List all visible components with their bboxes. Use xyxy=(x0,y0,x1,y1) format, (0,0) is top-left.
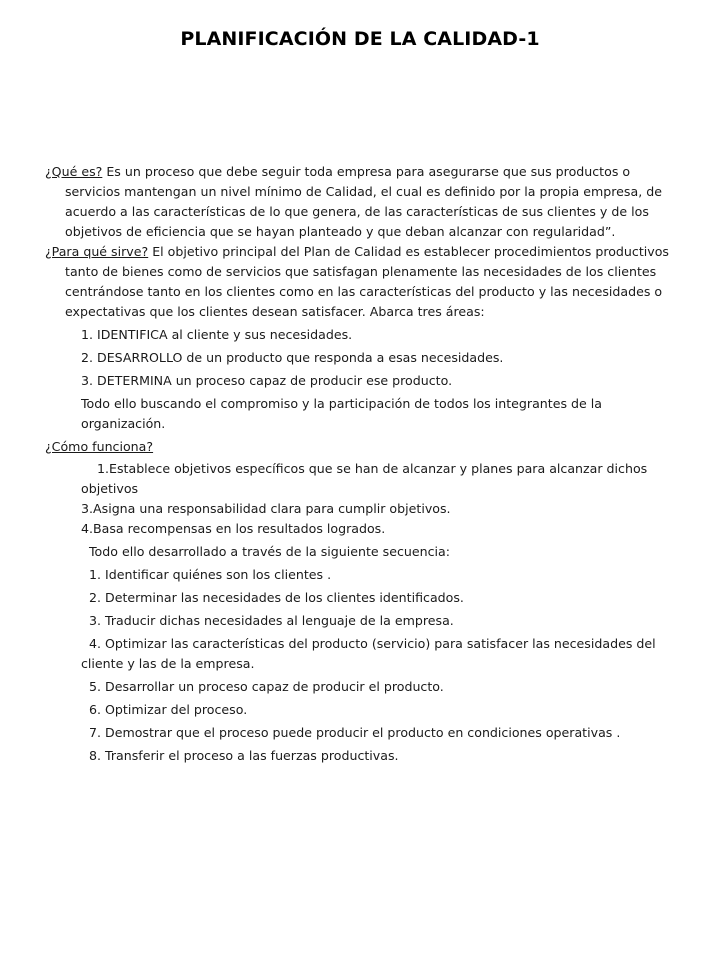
como-funciona-label: ¿Cómo funciona? xyxy=(45,439,154,454)
para-que-sirve-paragraph xyxy=(45,242,677,322)
objective-item: 3.Asigna una responsabilidad clara para cumplir objetivos. xyxy=(81,501,451,516)
area-item: 1. IDENTIFICA al cliente y sus necesidades. xyxy=(81,327,353,342)
sequence-item: 4. Optimizar las características del producto (servicio) para satisfacer las necesidades del cliente y las de la empresa. xyxy=(81,636,656,671)
sequence-item: 8. Transferir el proceso a las fuerzas productivas. xyxy=(89,748,399,763)
que-es-label: ¿Qué es? xyxy=(45,164,103,179)
sequence-item: 6. Optimizar del proceso. xyxy=(89,702,248,717)
que-es-text: Es un proceso que debe seguir toda empresa para asegurarse que sus productos o servicios mantengan un nivel mínimo de Calidad, el cual es definido por la propia empresa, de acuerdo a las características de lo que genera, de las características de sus clientes y de los objetivos de eficiencia que se hayan planteado y que deban alcanzar con regularidad”. xyxy=(65,164,662,239)
document-body xyxy=(45,162,677,766)
page-title: PLANIFICACIÓN DE LA CALIDAD-1 xyxy=(180,28,540,50)
sequence-item: 2. Determinar las necesidades de los clientes identificados. xyxy=(89,590,464,605)
objective-item: 1.Establece objetivos específicos que se han de alcanzar y planes para alcanzar dichos objetivos xyxy=(81,461,648,496)
como-funciona-heading xyxy=(45,437,677,457)
sequence-intro: Todo ello desarrollado a través de la siguiente secuencia: xyxy=(89,544,450,559)
sequence-item: 3. Traducir dichas necesidades al lenguaje de la empresa. xyxy=(89,613,454,628)
sequence-item: 7. Demostrar que el proceso puede producir el producto en condiciones operativas . xyxy=(89,725,621,740)
objective-item: 4.Basa recompensas en los resultados logrados. xyxy=(81,521,386,536)
area-item: 3. DETERMINA un proceso capaz de producir ese producto. xyxy=(81,373,453,388)
closing-paragraph xyxy=(45,394,677,434)
area-item: 2. DESARROLLO de un producto que responda a esas necesidades. xyxy=(81,350,504,365)
sequence-item: 5. Desarrollar un proceso capaz de producir el producto. xyxy=(89,679,444,694)
closing-text: Todo ello buscando el compromiso y la participación de todos los integrantes de la organización. xyxy=(81,396,602,431)
sequence-item: 1. Identificar quiénes son los clientes . xyxy=(89,567,332,582)
que-es-paragraph xyxy=(45,162,677,242)
para-que-sirve-label: ¿Para qué sirve? xyxy=(45,244,149,259)
para-que-sirve-text: El objetivo principal del Plan de Calidad es establecer procedimientos productivos tanto de bienes como de servicios que satisfagan plenamente las necesidades de los clientes centrándose tanto en los clientes como en las características del producto y las necesidades o expectativas que los clientes desean satisfacer. Abarca tres áreas: xyxy=(65,244,669,319)
